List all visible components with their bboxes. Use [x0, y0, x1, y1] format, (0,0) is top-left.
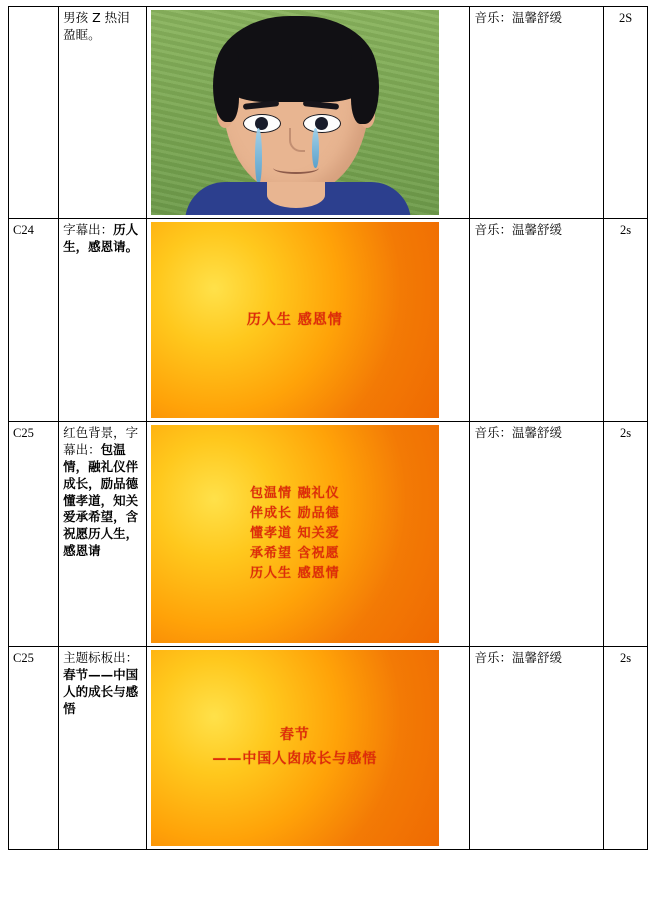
desc-line: 字幕出： — [63, 222, 114, 237]
duration: 2s — [604, 647, 648, 850]
slide-text — [247, 311, 343, 330]
desc-line: 主题标板出： — [63, 650, 139, 665]
hair-left — [213, 50, 239, 122]
music-note: 音乐：温馨舒缓 — [470, 219, 604, 422]
hair-right — [351, 50, 379, 124]
slide-line: 包温情 融礼仪 — [250, 485, 340, 501]
desc-line-bold: 伴成长，励品德 — [63, 458, 139, 491]
slide-line: 伴成长 励品德 — [250, 505, 340, 521]
duration: 2S — [604, 7, 648, 219]
slide-text — [250, 484, 340, 585]
tear-left — [255, 128, 262, 184]
shot-description — [59, 219, 147, 422]
shot-id: C25 — [9, 422, 59, 647]
slide-line: 历人生 感恩情 — [246, 311, 343, 328]
slide-line: 历人生 感恩情 — [250, 566, 340, 582]
shot-visual — [146, 7, 470, 219]
storyboard-table — [8, 6, 648, 850]
table-row — [9, 422, 648, 647]
shot-description — [59, 422, 147, 647]
desc-line-bold: 包温情，融礼仪 — [63, 441, 126, 474]
slide-line: ——中国人囱成长与感悟 — [212, 751, 378, 767]
duration: 2s — [604, 219, 648, 422]
title-slide — [151, 222, 439, 418]
eye-right — [303, 114, 341, 133]
neck — [267, 182, 325, 208]
mouth — [273, 162, 319, 174]
desc-line-bold: 懂孝道，知关爱 — [63, 492, 139, 525]
shot-visual — [146, 422, 470, 647]
slide-line: 懂孝道 知关爱 — [250, 525, 340, 541]
shot-id: C25 — [9, 647, 59, 850]
slide-line: 春节 — [279, 727, 310, 744]
table-row — [9, 219, 648, 422]
shot-id: C24 — [9, 219, 59, 422]
slide-line: 承希望 含祝愿 — [250, 546, 340, 562]
shot-description — [59, 647, 147, 850]
desc-line: 红色背景，字幕出： — [63, 425, 139, 457]
table-row — [9, 7, 648, 219]
desc-line-bold: 承希望，含祝愿 — [63, 509, 139, 542]
desc-line-bold: 历人生，感恩请 — [63, 526, 139, 559]
music-note: 音乐：温馨舒缓 — [470, 422, 604, 647]
table-row — [9, 647, 648, 850]
shot-visual — [146, 647, 470, 850]
duration: 2s — [604, 422, 648, 647]
title-slide — [151, 650, 439, 846]
shot-visual — [146, 219, 470, 422]
music-note: 音乐：温馨舒缓 — [470, 7, 604, 219]
shot-id — [9, 7, 59, 219]
photo-boy-crying — [151, 10, 439, 215]
desc-line-bold: 历人生，感恩请。 — [63, 222, 139, 254]
shot-description: 男孩 Z 热泪盈眶。 — [59, 7, 147, 219]
eye-left — [243, 114, 281, 133]
slide-text — [212, 724, 377, 772]
pupil-right — [315, 117, 328, 130]
music-note: 音乐：温馨舒缓 — [470, 647, 604, 850]
title-slide — [151, 425, 439, 643]
desc-line-bold: 春节——中国人的成长与感悟 — [63, 666, 139, 716]
